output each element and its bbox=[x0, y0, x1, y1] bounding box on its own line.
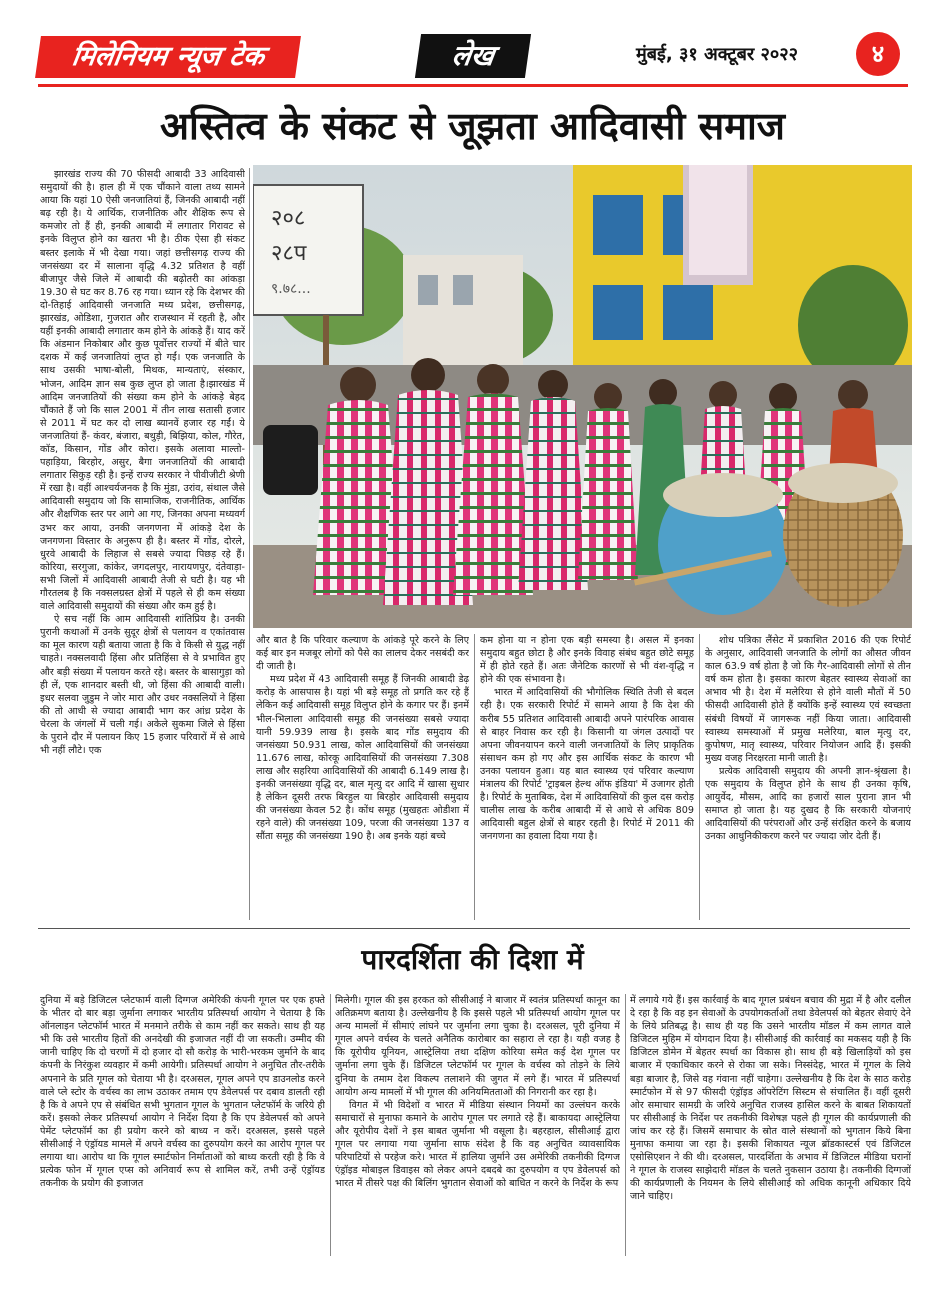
tribal-women-photo bbox=[253, 165, 912, 628]
article-column-1 bbox=[40, 168, 245, 920]
page-number: ४ bbox=[856, 32, 900, 76]
sign-text-1: २०८ bbox=[271, 206, 306, 231]
article-column-2 bbox=[256, 634, 469, 920]
editorial-column-3 bbox=[630, 994, 911, 1264]
paragraph: में लगाये गये हैं। इस कार्रवाई के बाद गूगल प्रबंधन बचाव की मुद्रा में है और दलील दे रहा है कि वह इन सेवाओं के उपयोगकर्ताओं तथा डेवेलपर्स को बेहतर सेवाएं देने के लिये प्रतिबद्ध है। साथ ही यह कि उसने भारतीय मॉडल में कम लागत वाले डिजिटल मुहिम में योगदान दिया है। सीसीआई की कार्रवाई का मकसद यही है कि डिजिटल डोमेन में बेहतर स्पर्धा का विकास हो। साथ ही बड़े खिलाड़ियों को इस बाजार में एकाधिकार करने से रोका जा सके। निस्संदेह, भारत में गूगल के लिये बड़ा बाजार है, जिसे वह गंवाना नहीं चाहेगा। उल्लेखनीय है कि देश के साठ करोड़ स्मार्टफोन में से 97 फीसदी एंड्रॉइड ऑपरेटिंग सिस्टम से संचालित हैं। वहीं दूसरी ओर समाचार सामग्री के जरिये अनुचित राजस्व हासिल करने के बाबत शिकायतों पर सीसीआई के निर्देश पर तकनीकी विशेषज्ञ पहले ही गूगल की कार्यप्रणाली की जांच कर रहे हैं। जिसमें समाचार के स्रोत वाले संस्थानों को भुगतान किये बिना मुनाफा कमाया जा रहा है। इसकी शिकायत न्यूज ब्रॉडकास्टर्स एवं डिजिटल एसोसिएशन ने की थी। दरअसल, पारदर्शिता के अभाव में डिजिटल मीडिया घरानों ने गूगल के राजस्व साझेदारी मॉडल के चलते नुकसान उठाया है। तकनीकी दिग्गजों की कार्यप्रणाली के नियमन के लिये सीसीआई को अधिक कानूनी अधिकार दिये जाने चाहिए। bbox=[630, 995, 911, 1203]
paragraph: मिलेगी। गूगल की इस हरकत को सीसीआई ने बाजार में स्वतंत्र प्रतिस्पर्धा कानून का अतिक्रमण बताया है। उल्लेखनीय है कि इससे पहले भी प्रतिस्पर्धा आयोग गूगल पर अन्य मामलों में सीमाएं लांघने पर जुर्माना लगा चुका है। दरअसल, पूरी दुनिया में गूगल अपने वर्चस्व के चलते अनैतिक कारोबार का सहारा ले रहा है। यही वजह है कि यूरोपीय यूनियन, आस्ट्रेलिया तथा दक्षिण कोरिया समेत कई देश गूगल पर जुर्माना लगा चुके हैं। डिजिटल प्लेटफॉर्म पर गूगल के वर्चस्व को तोड़ने के लिये दुनिया के तमाम देश विकल्प तलाशने की जुगत में लगे हैं। भारत में प्रतिस्पर्धा आयोग अन्य मामलों में भी गूगल की अनियमितताओं की निगरानी कर रहा है। bbox=[335, 995, 620, 1098]
paragraph: ऐ सच नहीं कि आम आदिवासी शांतिप्रिय है। उनकी पुरानी कथाओं में उनके सुदूर क्षेत्रों से पलायन व एकांतवास का मूल कारण यही बताया जाता है कि वे किसी से युद्ध नहीं चाहते। नक्सलवादी हिंसा और प्रतिहिंसा से वे प्रभावित हुए और बड़ी संख्या में पलायन करते रहे। बस्तर के बासागुड़ा को ही लें, एक शानदार बस्ती थी, जो हिंसा की आबादी वाली। इधर सलवा जुडुम ने जोर मारा और उधर नक्सलियों ने हिंसा की तो आधी से ज्यादा आबादी भाग कर आंध्र प्रदेश के चेरला के जंगलों में चली गई। अकेले सुकमा जिले से हिंसा के पुराने दौर में पलायन किए 15 हजार परिवारों में से आधे भी नहीं लौटे। एक bbox=[40, 614, 245, 757]
editorial-headline: पारदर्शिता की दिशा में bbox=[361, 943, 584, 976]
sign-text-3: ९.७८... bbox=[271, 281, 311, 297]
column-divider bbox=[474, 634, 475, 920]
sign-text-2: २८प bbox=[271, 241, 307, 266]
editorial-column-1 bbox=[40, 994, 325, 1264]
column-divider bbox=[249, 168, 250, 920]
dateline: मुंबई, ३१ अक्टूबर २०२२ bbox=[636, 44, 798, 65]
paragraph: और बात है कि परिवार कल्याण के आंकड़े पूरे करने के लिए कई बार इन मजबूर लोगों को पैसे का लालच देकर नसबंदी कर दी जाती है। bbox=[256, 635, 469, 673]
masthead-rule bbox=[38, 84, 908, 87]
column-divider bbox=[625, 994, 626, 1256]
column-divider bbox=[699, 634, 700, 920]
paragraph: प्रत्येक आदिवासी समुदाय की अपनी ज्ञान-श्रृंखला है। एक समुदाय के विलुप्त होने के साथ ही उनका कृषि, आयुर्वेद, मौसम, आदि का हजारों साल पुराना ज्ञान भी समाप्त हो जाता है। यह दुखद है कि सरकारी योजनाएं आदिवासियों की परंपराओं और उन्हें संरक्षित करने के बजाय उनका आधुनिकीकरण करने पर ज्यादा जोर देती हैं। bbox=[705, 765, 911, 843]
paragraph: भारत में आदिवासियों की भौगोलिक स्थिति तेजी से बदल रही है। एक सरकारी रिपोर्ट में सामने आया है कि देश की करीब 55 प्रतिशत आदिवासी आबादी अपने पारंपरिक आवास से बाहर निवास कर रही है। किसानी या जंगल उत्पादों पर अपना जीवनयापन करने वाली जनजातियों के लिए प्राकृतिक संसाधन कम हो गए और इस आर्थिक संकट के कारण भी उनका पलायन हुआ। यह बात स्वास्थ्य एवं परिवार कल्याण मंत्रालय की रिपोर्ट 'ट्राइबल हेल्थ ऑफ इंडिया' में उजागर होती है। रिपोर्ट के मुताबिक, देश में आदिवासियों की कुल दस करोड़ चालीस लाख के करीब आबादी में से आधे से अधिक 809 आदिवासी बहुल क्षेत्रों से बाहर रहती है। रिपोर्ट में 2011 की जनगणना का हवाला दिया गया है। bbox=[480, 687, 694, 843]
paragraph: शोध पत्रिका लैंसेट में प्रकाशित 2016 की एक रिपोर्ट के अनुसार, आदिवासी जनजाति के लोगों का औसत जीवन काल 63.9 वर्ष होता है जो कि गैर-आदिवासी लोगों से तीन वर्ष कम होता है। इसका कारण बेहतर स्वास्थ्य सेवाओं का अभाव भी है। देश में मलेरिया से होने वाली मौतों में 50 फीसदी आदिवासी होते हैं क्योंकि इन्हें स्वास्थ्य एवं स्वच्छता संबंधी विषयों में जागरूक नहीं किया जाता। आदिवासी स्वास्थ्य समस्याओं में प्रमुख मलेरिया, बाल मृत्यु दर, कुपोषण, मातृ स्वास्थ्य, परिवार नियोजन आदि हैं। इसकी मुख्य वजह निरक्षरता मानी जाती है। bbox=[705, 635, 911, 764]
paragraph: कम होना या न होना एक बड़ी समस्या है। असल में इनका समुदाय बहुत छोटा है और इनके विवाह संबंध बहुत छोटे समूह में ही होते रहते हैं। अतः जैनेटिक कारणों से भी वंश-वृद्धि न होने की एक संभावना है। bbox=[480, 635, 694, 686]
article-headline: अस्तित्व के संकट से जूझता आदिवासी समाज bbox=[159, 104, 786, 148]
section-divider bbox=[38, 928, 910, 929]
article-column-4 bbox=[705, 634, 911, 920]
paragraph: दुनिया में बड़े डिजिटल प्लेटफार्म वाली दिग्गज अमेरिकी कंपनी गूगल पर एक हफ्ते के भीतर दो बार बड़ा जुर्माना लगाकर भारतीय प्रतिस्पर्धा आयोग ने चेताया है कि ऑनलाइन प्लेटफॉर्म भारत में मनमाने तरीके से काम नहीं कर सकते। साथ ही यह भी कि उसे भारतीय हितों की अनदेखी की इजाजत नहीं दी जा सकती। उम्मीद की जानी चाहिए कि दो चरणों में दो हजार दो सौ करोड़ के भारी-भरकम जुर्माने के बाद कंपनी के निरंकुश व्यवहार में कमी आयेगी। प्रतिस्पर्धा आयोग ने अनुचित तौर-तरीके अपनाने के प्रति गूगल को चेताया भी है। दरअसल, गूगल अपने एप डाउनलोड करने वाले प्ले स्टोर के वर्चस्व का लाभ उठाकर तमाम एप डेवेलपर्स पर दबाव डालती रही है कि वे अपने एप से संबंधित सभी भुगतान गूगल के भुगतान प्लेटफॉर्म के जरिये ही करें। इसको लेकर प्रतिस्पर्धा आयोग ने निर्देश दिया है कि एप डेवेलपर्स को अपने पेमेंट प्लेटफॉर्म का ही प्रयोग करने को बाध्य न करें। दरअसल, इससे पहले सीसीआई ने एंड्रॉयड मामले में अपने वर्चस्व का दुरुपयोग करने का आरोप गूगल पर लगाया था। आरोप था कि गूगल स्मार्टफोन निर्माताओं को बाध्य करती रही है कि वे प्रत्येक फोन में गूगल एप्स को अनिवार्य रूप से शामिल करें, तभी उन्हें एंड्रॉयड तकनीक के प्रयोग की इजाजत bbox=[40, 995, 325, 1190]
column-divider bbox=[330, 994, 331, 1256]
paragraph: विगत में भी विदेशों व भारत में मीडिया संस्थान नियमों का उल्लंघन करके समाचारों से मुनाफा कमाने के आरोप गूगल पर लगाते रहे हैं। बाकायदा आस्ट्रेलिया और यूरोपीय देशों ने इस बाबत जुर्माना भी वसूला है। बहरहाल, सीसीआई द्वारा गूगल पर लगाया गया जुर्माना साफ संदेश है कि वह अनुचित व्यावसायिक परिपाटियों से परहेज करे। भारत में हालिया जुर्माने उस अमेरिकी तकनीकी दिग्गज एंड्रॉइड मोबाइल डिवाइस को लेकर अपने दबदबे का दुरुपयोग व एप डेवेलपर्स को भारत में तीसरे पक्ष की बिलिंग भुगतान सेवाओं को बाधित न करने के निर्देश के रूप bbox=[335, 1099, 620, 1190]
paragraph: झारखंड राज्य की 70 फीसदी आबादी 33 आदिवासी समुदायों की है। हाल ही में एक चौंकाने वाला तथ्य सामने आया कि यहां 10 ऐसी जनजातियां हैं, जिनकी आबादी नहीं बढ़ रही है। ये आर्थिक, राजनीतिक और शैक्षिक रूप से कमजोर तो हैं ही, इनकी आबादी में लगातार गिरावट से इनके विलुप्त होने का खतरा भी है। ठीक ऐसा ही संकट बस्तर इलाके में भी देखा गया। जहां छत्तीसगढ़ राज्य की जनसंख्या दर में सालाना वृद्धि 4.32 प्रतिशत है वहीं बीजापुर जैसे जिले में आबादी की बढ़ोतरी का आंकड़ा 19.30 से घट कर 8.76 रह गया। ध्यान रहे कि देशभर की दो-तिहाई आदिवासी जनजाति मध्य प्रदेश, छत्तीसगढ़, झारखंड, ओडिशा, गुजरात और राजस्थान में रहती है, और यहीं इनकी आबादी लगातार कम होने के आंकड़े हैं। याद करें कि अंडमान निकोबार और कुछ पूर्वोत्तर राज्यों में बीते चार दशक में कई जनजातियां लुप्त हो गईं। एक जनजाति के साथ उसकी भाषा-बोली, मिथक, मान्यताएं, संस्कार, भोजन, आदिम ज्ञान सब कुछ लुप्त हो जाता है।झारखंड में आदिम जनजातियों की संख्या कम होने के आंकड़े बेहद चौंकाते हैं जो कि साल 2001 में तीन लाख सतासी हजार से 2011 में घट कर दो लाख ब्यानवें हजार रह गईं। ये जनजातियां हैं- कंवर, बंजारा, बथुड़ी, बिझिया, कोल, गौरेत, कॉड, किसान, गोंड और कोरा। इसके अलावा माल्तो-पहाड़िया, बिरहोर, असुर, बैगा जनजातियों की आबादी लगातार सिकुड़ रही है। इन्हें राज्य सरकार ने पीवीजीटी श्रेणी में रखा है। वहीं आश्चर्यजनक है कि मुंडा, उरांव, संथाल जैसे आदिवासी समुदाय जो कि सामाजिक, राजनीतिक, आर्थिक और शैक्षणिक स्तर पर आगे आ गए, जिनका अपना मध्यवर्ग उभर कर आया, उनकी जनगणना में आंकड़े देश के जनगणना विस्तार के अनुरूप ही है। बस्तर में गोंड, दोरले, धुरवे आबादी के लिहाज से सबसे ज्यादा पिछड़ रहे हैं। कोरिया, सरगुजा, कांकेर, जगदलपुर, नारायणपुर, दंतेवाड़ा-सभी जिलों में आदिवासी आबादी तेजी से घटी है। यह भी गौरतलब है कि नक्सलग्रस्त क्षेत्रों में पहले से ही कम संख्या वाले आदिवासी समुदायों की संख्या और कम हुई है। bbox=[40, 169, 245, 613]
masthead-brand: मिलेनियम न्यूज टेक bbox=[35, 36, 301, 78]
section-label: लेख bbox=[415, 34, 531, 78]
article-column-3 bbox=[480, 634, 694, 920]
editorial-column-2 bbox=[335, 994, 620, 1264]
photo-illustration bbox=[253, 165, 912, 628]
paragraph: मध्य प्रदेश में 43 आदिवासी समूह हैं जिनकी आबादी डेढ़ करोड़ के आसपास है। यहां भी बड़े समूह तो प्रगति कर रहे हैं लेकिन कई आदिवासी समूह विलुप्त होने के कगार पर हैं। इनमें भील-भिलाला आदिवासी समूह की जनसंख्या सबसे ज्यादा यानी 59.939 लाख है। इसके बाद गोंड समुदाय की जनसंख्या 50.931 लाख, कोल आदिवासियों की जनसंख्या 11.676 लाख, कोरकू आदिवासियों की जनसंख्या 7.308 लाख और सहरिया आदिवासियों की आबादी 6.149 लाख है। इनकी जनसंख्या वृद्धि दर, बाल मृत्यु दर आदि में खासा सुधार है लेकिन दूसरी तरफ बिरहुल या बिरहोर आदिवासी समुदाय की जनसंख्या केवल 52 है। कोंध समूह (मुखहतः ओडीशा में रहने वाले) की जनसंख्या 109, परजा की जनसंख्या 137 व सौंता समूह की जनसंख्या 190 है। अब इनके यहां बच्चे bbox=[256, 674, 469, 843]
